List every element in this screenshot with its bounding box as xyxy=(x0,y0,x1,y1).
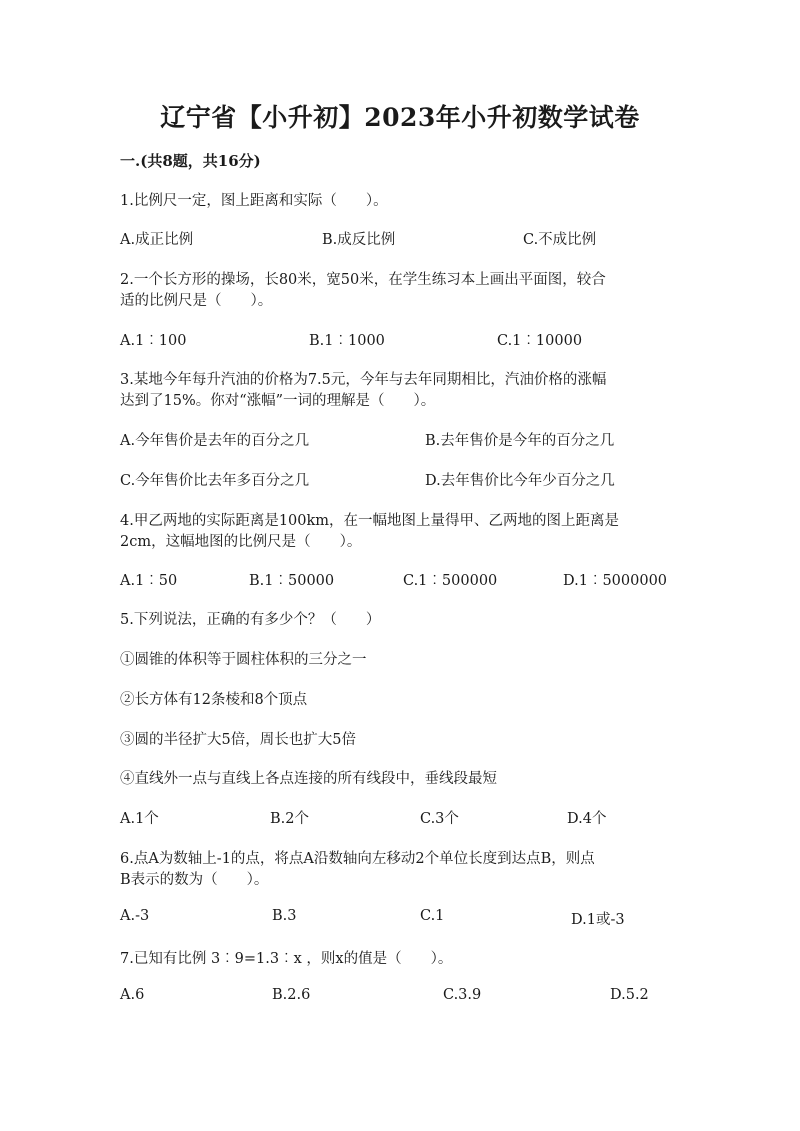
question-3-option-b: B.去年售价是今年的百分之几 xyxy=(425,433,615,449)
question-2-option-a: A.1︰100 xyxy=(120,333,187,349)
section-heading: 一.(共8题，共16分) xyxy=(120,152,261,170)
question-4-option-b: B.1︰50000 xyxy=(249,573,335,589)
question-7-option-c: C.3.9 xyxy=(443,987,482,1003)
question-2-stem-line-1: 2.一个长方形的操场，长80米，宽50米，在学生练习本上画出平面图，较合 xyxy=(120,272,606,288)
question-6-option-d: D.1或-3 xyxy=(571,912,625,928)
question-1-option-b: B.成反比例 xyxy=(322,232,396,248)
question-4-option-c: C.1︰500000 xyxy=(403,573,498,589)
question-5-statement-1: ①圆锥的体积等于圆柱体积的三分之一 xyxy=(120,652,367,668)
question-6-option-b: B.3 xyxy=(272,908,297,924)
question-3-stem-line-1: 3.某地今年每升汽油的价格为7.5元，今年与去年同期相比，汽油价格的涨幅 xyxy=(120,372,607,388)
question-3-option-d: D.去年售价比今年少百分之几 xyxy=(425,473,615,489)
question-3-stem-line-2: 达到了15%。你对“涨幅”一词的理解是（ ）。 xyxy=(120,393,436,409)
question-7-stem: 7.已知有比例 3︰9=1.3︰x ，则x的值是（ ）。 xyxy=(120,951,453,967)
question-3-option-c: C.今年售价比去年多百分之几 xyxy=(120,473,310,489)
question-5-option-b: B.2个 xyxy=(270,811,309,827)
question-6-stem-line-2: B表示的数为（ ）。 xyxy=(120,872,269,888)
question-6-stem-line-1: 6.点A为数轴上-1的点，将点A沿数轴向左移动2个单位长度到达点B，则点 xyxy=(120,851,595,867)
question-1-stem: 1.比例尺一定，图上距离和实际（ ）。 xyxy=(120,193,388,209)
question-3-option-a: A.今年售价是去年的百分之几 xyxy=(120,433,310,449)
question-5-option-c: C.3个 xyxy=(420,811,459,827)
page-title: 辽宁省【小升初】2023年小升初数学试卷 xyxy=(160,103,640,132)
question-4-stem-line-1: 4.甲乙两地的实际距离是100km，在一幅地图上量得甲、乙两地的图上距离是 xyxy=(120,513,620,529)
question-5-option-a: A.1个 xyxy=(120,811,159,827)
question-5-statement-2: ②长方体有12条棱和8个顶点 xyxy=(120,692,308,708)
question-5-option-d: D.4个 xyxy=(567,811,607,827)
question-6-option-a: A.-3 xyxy=(120,908,150,924)
question-7-option-d: D.5.2 xyxy=(610,987,649,1003)
question-4-option-d: D.1︰5000000 xyxy=(563,573,668,589)
question-5-statement-4: ④直线外一点与直线上各点连接的所有线段中，垂线段最短 xyxy=(120,771,497,787)
question-2-option-c: C.1︰10000 xyxy=(497,333,583,349)
question-5-stem: 5.下列说法，正确的有多少个？（ ） xyxy=(120,612,381,628)
question-6-option-c: C.1 xyxy=(420,908,445,924)
question-2-stem-line-2: 适的比例尺是（ ）。 xyxy=(120,293,273,309)
question-4-option-a: A.1︰50 xyxy=(120,573,178,589)
question-5-statement-3: ③圆的半径扩大5倍，周长也扩大5倍 xyxy=(120,732,356,748)
question-7-option-a: A.6 xyxy=(120,987,145,1003)
question-1-option-a: A.成正比例 xyxy=(120,232,194,248)
question-1-option-c: C.不成比例 xyxy=(523,232,597,248)
question-4-stem-line-2: 2cm，这幅地图的比例尺是（ ）。 xyxy=(120,534,362,550)
question-2-option-b: B.1︰1000 xyxy=(309,333,385,349)
question-7-option-b: B.2.6 xyxy=(272,987,311,1003)
